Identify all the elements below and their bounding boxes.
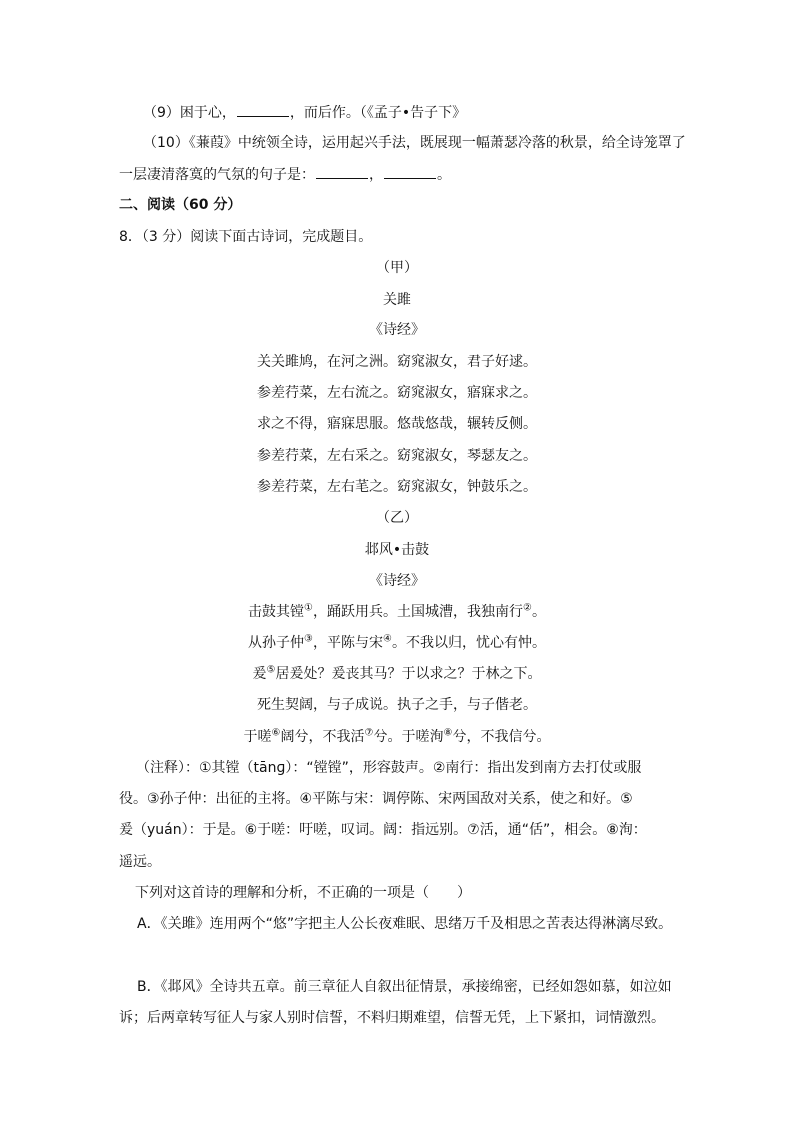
answer-blank [316,164,368,179]
footnote-marker: ⑤ [266,664,276,676]
footnote-marker: ⑦ [364,727,374,739]
footnote-marker: ① [304,602,313,614]
poem-yi-line: 死生契阔，与子成说。执子之手，与子偕老。 [257,697,537,713]
poem-yi-line: 击鼓其镗①，踊跃用兵。土国城漕，我独南行②。 [248,602,546,620]
answer-blank [237,102,289,117]
footnote-marker: ② [523,602,532,614]
option-b-line1: B．《邶风》全诗共五章。前三章征人自叙出征情景，承接绵密，已经如怨如慕，如泣如 [137,979,672,995]
fill-item-9 [143,102,466,123]
fill-item-10-prefix: 一层凄清落寞的气氛的句子是： [119,167,315,183]
poem-yi-line: 爰⑤居爰处？爰丧其马？于以求之？于林之下。 [252,664,542,682]
fill-item-9-suffix: ，而后作。（《孟子•告子下》 [289,105,467,121]
poem-jia-line: 参差荇菜，左右采之。窈窕淑女，琴瑟友之。 [257,448,537,464]
fill-item-10-sep: ， [369,167,383,183]
question-stem: 下列对这首诗的理解和分析，不正确的一项是（ ） [135,885,471,901]
footnote-marker: ④ [383,633,392,645]
notes-line: 役。③孙子仲：出征的主将。④平陈与宋：调停陈、宋两国敌对关系，使之和好。⑤ [119,791,633,807]
section-heading: 二、阅读（60 分） [119,197,242,213]
poem-jia-source: 《诗经》 [369,322,425,338]
poem-jia-line: 关关雎鸠，在河之洲。窈窕淑女，君子好逑。 [257,354,537,370]
poem-jia-marker: （甲） [376,260,418,276]
footnote-marker: ③ [304,633,313,645]
footnote-marker: ⑧ [443,727,453,739]
fill-item-10-line2 [119,164,451,185]
fill-item-10-suffix: 。 [437,167,451,183]
poem-yi-source: 《诗经》 [369,573,425,589]
poem-jia-line: 求之不得，寤寐思服。悠哉悠哉，辗转反侧。 [257,416,537,432]
answer-blank [384,164,436,179]
notes-line: 遥远。 [119,854,161,870]
notes-line: 爰（yuán）：于是。⑥于嗟：吁嗟，叹词。阔：指远别。⑦活，通“佸”，相会。⑧洵： [119,822,647,838]
poem-jia-line: 参差荇菜，左右芼之。窈窕淑女，钟鼓乐之。 [257,479,537,495]
poem-yi-line: 于嗟⑥阔兮，不我活⑦兮。于嗟洵⑧兮，不我信兮。 [243,727,551,745]
fill-item-10-line1: （10）《蒹葭》中统领全诗，运用起兴手法，既展现一幅萧瑟冷落的秋景，给全诗笼罩了 [143,135,686,151]
fill-item-9-prefix: （9）困于心， [143,105,236,121]
poem-yi-marker: （乙） [376,510,418,526]
notes-line: （注释）：①其镗（tānɡ）：“镗镗”，形容鼓声。②南行：指出发到南方去打仗或服 [136,760,642,776]
poem-yi-title: 邶风•击鼓 [364,542,430,558]
option-b-line2: 诉；后两章转写征人与家人别时信誓，不料归期难望，信誓无凭，上下紧扣，词情激烈。 [119,1010,665,1026]
poem-yi-line: 从孙子仲③，平陈与宋④。不我以归，忧心有忡。 [248,633,546,651]
option-a: A．《关雎》连用两个“悠”字把主人公长夜难眠、思绪万千及相思之苦表达得淋漓尽致。 [137,916,673,932]
footnote-marker: ⑥ [271,727,281,739]
poem-jia-line: 参差荇菜，左右流之。窈窕淑女，寤寐求之。 [257,385,537,401]
question-8-stem: 8．（3 分）阅读下面古诗词，完成题目。 [119,229,373,245]
poem-jia-title: 关雎 [383,292,411,308]
